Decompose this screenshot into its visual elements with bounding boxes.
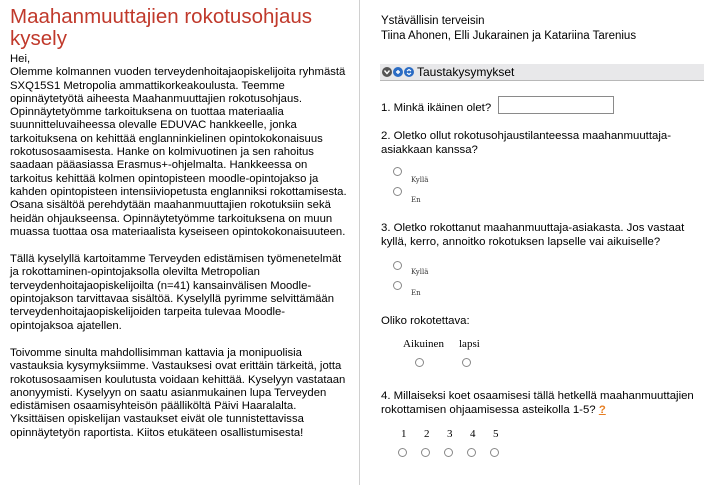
- question-4-label: [381, 389, 707, 417]
- column-divider: [359, 0, 360, 485]
- intro-paragraph-3: Toivomme sinulta mahdollisimman kattavia ja monipuolisia vastauksia kysymyksiimme. Vastauksesi ovat erittäin tärkeitä, jotta rokotusosaamisen koulutusta voidaan kehittää. Kyselyyn vastataan anonyymisti. Kyselyyn on saatu asianmukainen lupa Terveyden edistämisen osaamisyhteisön päälliköltä Päivi Haaralalta. Yksittäisen opiskelijan vastaukset eivät ole tunnistettavissa opinnäytetyön raportista. Kiitos etukäteen osallistumisesta!: [10, 346, 346, 439]
- signers: Tiina Ahonen, Elli Jukarainen ja Katariina Tarenius: [381, 30, 637, 42]
- collapse-icon[interactable]: [382, 67, 392, 77]
- scale-label-4: 4: [470, 428, 476, 440]
- q2-label-yes: Kyllä: [411, 176, 429, 184]
- question-3b-label: Oliko rokotettava:: [381, 315, 470, 327]
- q2-radio-no[interactable]: [393, 187, 402, 196]
- age-input[interactable]: [498, 96, 614, 114]
- intro-paragraph-1: Hei, Olemme kolmannen vuoden terveydenhoitajaopiskelijoita ryhmästä SXQ15S1 Metropolia ammattikorkeakoulusta. Teemme opinnäytetyötä aiheesta Maahanmuuttajien rokotusohjaus. Opinnäytetyömme tarkoituksena on tuottaa materiaalia suunnitteluvaiheessa olevalle EDUVAC hankkeelle, jonka tarkoituksena on kehittää englanninkielinen opintokokonaisuus rokotusosaamisesta. Hanke on kolmivuotinen ja sen rahoitus saadaan pääasiassa Erasmus+-ohjelmalta. Hankkeessa on tarkoitus kehittää kolmen opintopisteen moodle-opintojakso ja kahden opintopisteen intensiiviopetusta englanniksi rokottamisesta. Osana sisältöä perehdytään maahanmuuttajien rokotuksiin sekä heidän ohjaukseensa. Opinnäytetyömme tarkoituksena on muun muassa tuottaa osa materiaalista kyseiseen opintokokonaisuuteen.: [10, 53, 347, 238]
- signature-block: [381, 14, 703, 44]
- question-1-label: 1. Minkä ikäinen olet?: [381, 102, 492, 114]
- section-header[interactable]: [380, 64, 704, 81]
- q2-label-no: En: [411, 196, 421, 204]
- scale-label-3: 3: [447, 428, 453, 440]
- scale-radio-3[interactable]: [444, 448, 453, 457]
- q3-label-yes: Kyllä: [411, 268, 429, 276]
- q3-radio-yes[interactable]: [393, 261, 402, 270]
- scale-radio-1[interactable]: [398, 448, 407, 457]
- intro-paragraph-2: Tällä kyselyllä kartoitamme Terveyden edistämisen työmenetelmät ja rokottaminen-opintojaksolla olevilta Metropolian terveydenhoitajaopiskelijoilta (n=41) kansainvälisen Moodle-opintojakson tarvittavaa sisältöä. Kyselyllä pyrimme selvittämään terveydenhoitajaopiskelijoiden tarpeita tulevaa Moodle-opintojaksoa ajatellen.: [10, 253, 342, 332]
- q3b-col-adult: Aikuinen: [403, 338, 444, 350]
- intro-column: [10, 6, 348, 454]
- scale-radio-2[interactable]: [421, 448, 430, 457]
- scale-radio-4[interactable]: [467, 448, 476, 457]
- section-title: Taustakysymykset: [417, 65, 515, 79]
- question-3-label: 3. Oletko rokottanut maahanmuuttaja-asiakasta. Jos vastaat kyllä, kerro, annoitko rokotuksen lapselle vai aikuiselle?: [381, 222, 685, 248]
- toggle-icon[interactable]: [404, 67, 414, 77]
- scale-label-5: 5: [493, 428, 499, 440]
- q3-label-no: En: [411, 289, 421, 297]
- help-link[interactable]: ?: [598, 404, 606, 416]
- scale-label-1: 1: [401, 428, 407, 440]
- q3b-radio-adult[interactable]: [415, 358, 424, 367]
- q3-radio-no[interactable]: [393, 281, 402, 290]
- q3b-radio-child[interactable]: [462, 358, 471, 367]
- greeting: Ystävällisin terveisin: [381, 15, 485, 27]
- expand-icon[interactable]: [393, 67, 403, 77]
- scale-label-2: 2: [424, 428, 430, 440]
- q2-radio-yes[interactable]: [393, 167, 402, 176]
- question-4-text: 4. Millaiseksi koet osaamisesi tällä hetkellä maahanmuuttajien rokottamisen ohjaamisessa asteikolla 1-5?: [381, 390, 694, 416]
- page-title: Maahanmuuttajien rokotusohjaus kysely: [10, 5, 312, 50]
- question-2-label: 2. Oletko ollut rokotusohjaustilanteessa maahanmuuttaja-asiakkaan kanssa?: [381, 130, 671, 156]
- q3b-col-child: lapsi: [459, 338, 480, 350]
- scale-radio-5[interactable]: [490, 448, 499, 457]
